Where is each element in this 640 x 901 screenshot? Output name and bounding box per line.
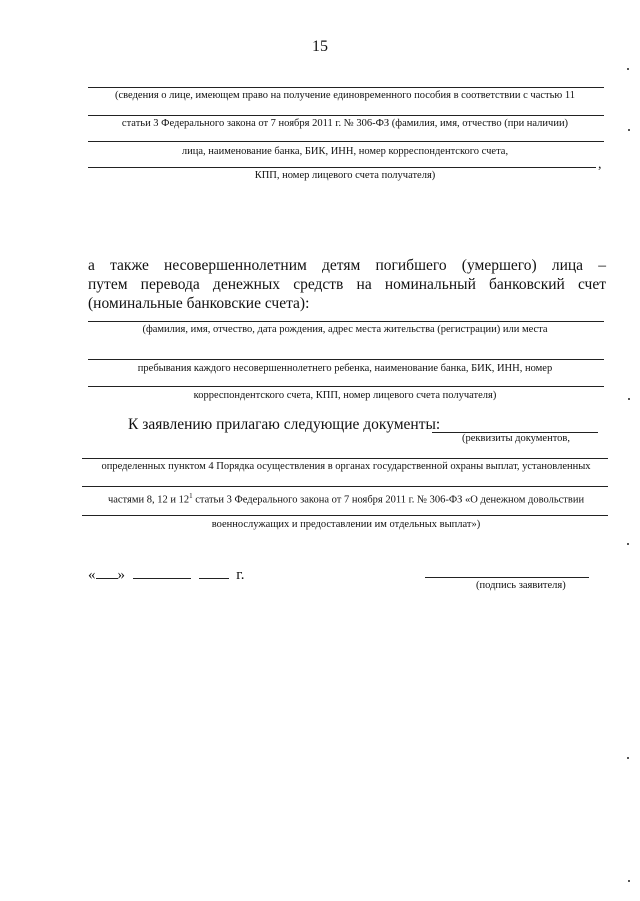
signature-caption: (подпись заявителя) — [476, 580, 566, 591]
paragraph-line-2: путем перевода денежных средств на номинальный банковский счет — [88, 276, 606, 293]
scan-speck — [627, 543, 629, 545]
documents-caption-3-part2: статьи 3 Федерального закона от 7 ноября 2011 г. № 306-ФЗ «О денежном довольствии — [192, 494, 585, 506]
documents-lead-text: К заявлению прилагаю следующие документы: — [128, 416, 441, 433]
scan-speck — [628, 880, 630, 882]
page-number: 15 — [312, 38, 328, 55]
fill-line[interactable] — [88, 115, 604, 116]
fill-line[interactable] — [88, 386, 604, 387]
recipient-caption-1: (сведения о лице, имеющем право на получение единовременного пособия в соответствии с частью 11 — [115, 90, 575, 101]
children-caption-2: пребывания каждого несовершеннолетнего ребенка, наименование банка, БИК, ИНН, номер — [137, 363, 553, 374]
fill-line[interactable] — [82, 486, 608, 487]
date-row — [88, 564, 244, 584]
year-field[interactable] — [199, 564, 229, 579]
recipient-caption-4: КПП, номер лицевого счета получателя) — [254, 170, 436, 181]
close-quote: » — [117, 567, 125, 583]
recipient-caption-3: лица, наименование банка, БИК, ИНН, номер корреспондентского счета, — [181, 146, 509, 157]
fill-line[interactable] — [88, 321, 604, 322]
paragraph-line-3: (номинальные банковские счета): — [88, 295, 310, 312]
fill-line[interactable] — [88, 359, 604, 360]
day-field[interactable] — [96, 564, 118, 579]
paragraph-line-1: а также несовершеннолетним детям погибшего (умершего) лица – — [88, 257, 606, 274]
documents-caption-2: определенных пунктом 4 Порядка осуществления в органах государственной охраны выплат, установленных — [101, 461, 591, 472]
scan-speck — [627, 68, 629, 70]
open-quote: « — [88, 567, 96, 583]
documents-caption-4: военнослужащих и предоставлении им отдельных выплат») — [211, 519, 481, 530]
documents-caption-3-part1: частями 8, 12 и 12 — [107, 494, 190, 506]
superscript: 1 — [189, 492, 193, 500]
children-paragraph — [88, 256, 606, 313]
fill-line[interactable] — [82, 515, 608, 516]
signature-field[interactable] — [425, 577, 589, 578]
documents-caption-1: (реквизиты документов, — [462, 433, 570, 444]
children-caption-1: (фамилия, имя, отчество, дата рождения, адрес места жительства (регистрации) или места — [142, 324, 548, 335]
scan-speck — [627, 757, 629, 759]
recipient-caption-2: статьи 3 Федерального закона от 7 ноября 2011 г. № 306-ФЗ (фамилия, имя, отчество (при наличии) — [121, 118, 569, 129]
trailing-comma: , — [598, 157, 602, 172]
fill-line[interactable] — [88, 87, 604, 88]
scan-speck — [628, 129, 630, 131]
children-caption-3: корреспондентского счета, КПП, номер лицевого счета получателя) — [193, 390, 497, 401]
month-field[interactable] — [133, 564, 191, 579]
documents-caption-3 — [82, 490, 610, 507]
fill-line[interactable] — [82, 458, 608, 459]
year-suffix: г. — [236, 567, 245, 583]
scan-speck — [628, 398, 630, 400]
fill-line[interactable] — [88, 141, 604, 142]
fill-line[interactable] — [88, 167, 596, 168]
